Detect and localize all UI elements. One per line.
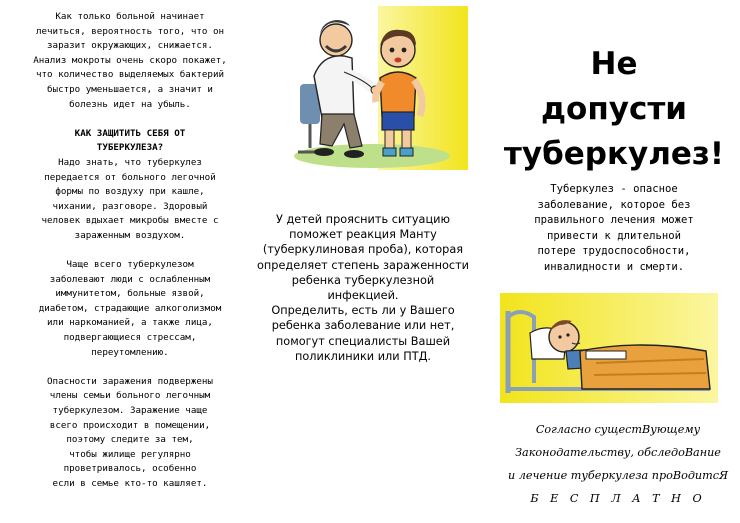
text-line: человек вдыхает микробы вместе с [41,215,219,227]
text-line: зараженным воздухом. [74,229,186,241]
text-line: Законодательству, обследоВание [515,446,721,459]
text-line: болезнь идет на убыль. [69,98,191,110]
text-line: лечиться, вероятность того, что он [35,25,225,37]
text-line: поликлиники или ПТД. [294,349,432,363]
section-heading: ТУБЕРКУЛЕЗА? [96,142,164,154]
left-panel [14,10,246,492]
text-line: иммунитетом, больные язвой, [55,288,205,300]
text-line: Туберкулез - опасное [550,183,678,195]
text-line: передается от больного легочной [44,171,216,183]
text-line: помогут специалисты Вашей [275,334,451,348]
title-line: туберкулез! [503,136,725,172]
free-label: Б Е С П Л А Т Н О [530,492,706,505]
brochure-title [498,42,730,177]
text-line: формы по воздуху при кашле, [55,186,205,198]
section-heading: КАК ЗАЩИТИТЬ СЕБЯ ОТ [74,127,186,139]
text-line: подвергающиеся стрессам, [63,332,197,344]
text-line: Определить, есть ли у Вашего [271,304,455,318]
text-line: Надо знать, что туберкулез [58,156,202,168]
text-line: проветривалось, особенно [63,463,197,475]
text-line: диабетом, страдающие алкоголизмом [38,302,222,314]
text-line: Чаще всего туберкулезом [66,259,194,271]
text-line: переутомлению. [91,346,169,358]
text-line: заразит окружающих, снижается. [47,40,213,52]
text-line: Анализ мокроты очень скоро покажет, [33,54,227,66]
text-line: ребенка туберкулезной инфекцией. [291,273,435,303]
text-line: члены семьи больного легочным [49,390,211,402]
text-line: заболевание, которое без [537,198,691,211]
intro-text [498,182,730,276]
text-line: инвалидности и смерти. [543,260,685,273]
free-treatment-note [498,418,738,510]
text-line: или наркоманией, а также лица, [47,317,213,329]
text-line: У детей прояснить ситуацию [275,213,450,226]
text-line: Как только больной начинает [55,11,205,22]
text-line: поможет реакция Манту [289,228,437,242]
text-line: Согласно сущестВующему [535,423,701,436]
doctor-examining-boy-illustration [292,6,468,170]
text-line: чихании, разговоре. Здоровый [52,200,208,212]
text-line: если в семье кто-то кашляет. [52,478,208,489]
text-line: что количество выделяемых бактерий [35,69,225,81]
text-line: Опасности заражения подвержены [47,375,213,387]
middle-panel [256,212,470,364]
patient-in-bed-illustration [500,293,718,403]
text-line: ребенка заболевание или нет, [271,319,455,333]
text-line: всего происходит в помещении, [49,419,211,431]
text-line: определяет степень зараженности [257,258,469,272]
text-line: привести к длительной [547,229,681,242]
text-line: и лечение туберкулеза проВодитсЯ [507,469,729,482]
text-line: заболевают люди с ослабленным [49,273,211,285]
text-line: чтобы жилище регулярно [69,448,191,460]
title-line: Не [590,46,638,82]
text-line: быстро уменьшается, а значит и [47,83,213,95]
text-line: туберкулезом. Заражение чаще [52,405,208,417]
text-line: поэтому следите за тем, [66,434,194,446]
text-line: (туберкулиновая проба), которая [262,243,464,257]
text-line: правильного лечения может [534,214,694,227]
text-line: потере трудоспособности, [537,245,691,258]
title-line: допусти [540,91,688,127]
